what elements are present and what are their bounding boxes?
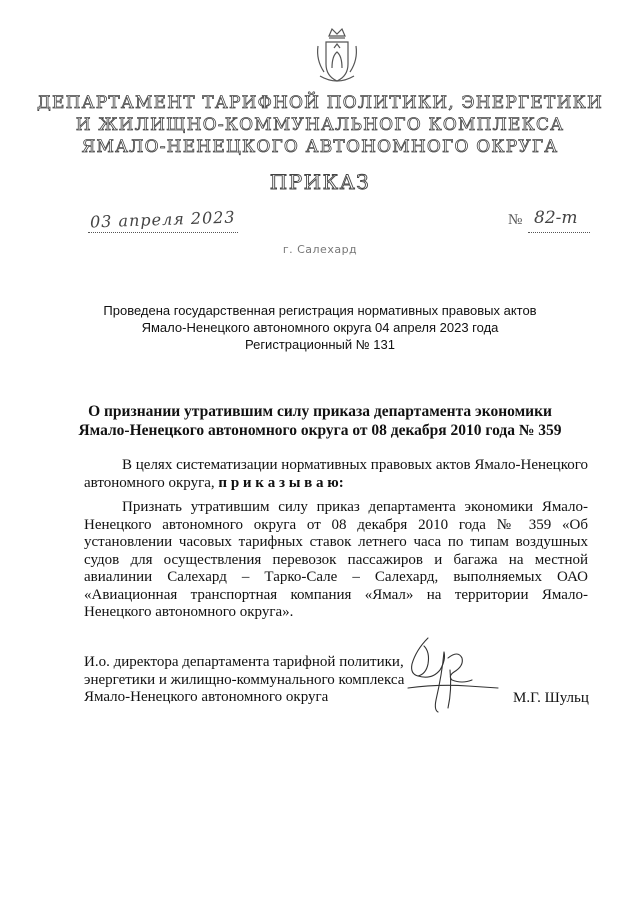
document-type-title: ПРИКАЗ — [269, 170, 371, 194]
handwritten-signature — [388, 630, 508, 725]
document-heading — [0, 402, 640, 440]
signatory-title — [84, 654, 404, 707]
registration-line: Проведена государственная регистрация нормативных правовых актов — [103, 303, 537, 318]
signatory-title-line: энергетики и жилищно-коммунального комплекса — [84, 671, 405, 688]
order-number-label: № — [508, 212, 523, 228]
department-name-line-3: ЯМАЛО-НЕНЕЦКОГО АВТОНОМНОГО ОКРУГА — [81, 137, 559, 157]
date-underline — [88, 232, 238, 233]
signatory-title-line: И.о. директора департамента тарифной политики, — [84, 654, 404, 670]
registration-line: Регистрационный № 131 — [244, 337, 395, 352]
registration-line: Ямало-Ненецкого автономного округа 04 апреля 2023 года — [141, 320, 499, 335]
yamal-coat-of-arms-icon — [312, 24, 362, 86]
registration-stamp — [0, 302, 640, 353]
order-date-handwritten: 03 апреля 2023 — [89, 207, 236, 232]
order-word: п р и к а з ы в а ю: — [218, 474, 344, 491]
heading-line: О признании утратившим силу приказа департамента экономики — [88, 403, 552, 420]
number-underline — [528, 232, 590, 233]
main-paragraph: Признать утратившим силу приказ департамента экономики Ямало-Ненецкого автономного округа от 08 декабря 2010 года № 359 «Об установлении часовых тарифных ставок летнего часа по типам воздушных судов для осуществления перевозок пассажиров и багажа на местной авиалинии Салехард – Тарко-Сале – Салехард, выполняемых ОАО «Авиационная транспортная компания «Ямал» на территории Ямало-Ненецкого автономного округа». — [84, 499, 588, 620]
intro-paragraph — [84, 457, 588, 492]
city-label: г. Салехард — [282, 243, 358, 256]
signatory-name: М.Г. Шульц — [513, 690, 589, 706]
signatory-title-line: Ямало-Ненецкого автономного округа — [84, 689, 329, 705]
department-name-line-2: И ЖИЛИЩНО-КОММУНАЛЬНОГО КОМПЛЕКСА — [75, 115, 565, 135]
department-name-line-1: ДЕПАРТАМЕНТ ТАРИФНОЙ ПОЛИТИКИ, ЭНЕРГЕТИКИ — [37, 93, 603, 113]
intro-text: В целях систематизации нормативных правовых актов Ямало-Ненецкого автономного округа, — [84, 457, 588, 491]
order-number-handwritten: 82-т — [534, 208, 578, 228]
heading-line: Ямало-Ненецкого автономного округа от 08 декабря 2010 года № 359 — [78, 422, 562, 439]
